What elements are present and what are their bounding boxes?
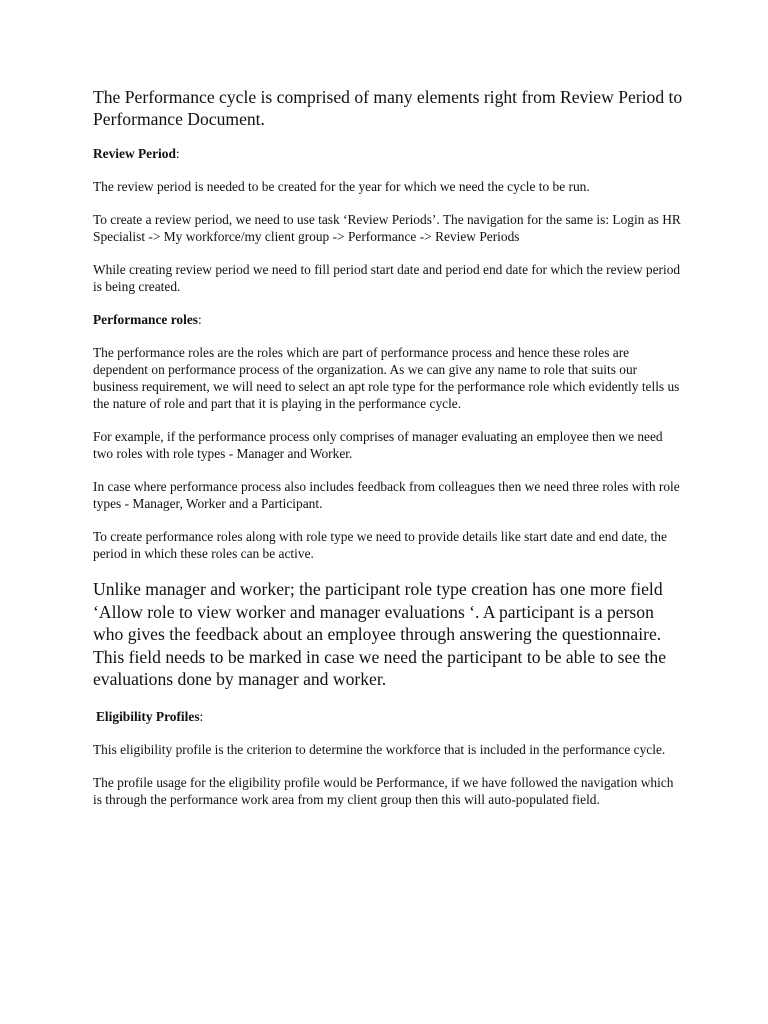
eligibility-profiles-heading-colon: :: [199, 708, 204, 724]
review-period-paragraph-1: The review period is needed to be created for the year for which we need the cycle to be run.: [93, 179, 590, 194]
eligibility-profiles-paragraph-1: This eligibility profile is the criterion to determine the workforce that is included in the performance cycle.: [93, 741, 666, 757]
performance-roles-paragraph-2: For example, if the performance process only comprises of manager evaluating an employee then we need two roles with role types - Manager and Worker.: [93, 429, 663, 461]
performance-roles-paragraph-1: The performance roles are the roles which are part of performance process and hence these roles are dependent on performance process of the organization. As we can give any name to role that suits our business requirement, we will need to select an apt role type for the performance role which evidently tells us the nature of role and part that it is playing in the performance cycle.: [93, 345, 680, 411]
review-period-heading-text: Review Period: [93, 146, 176, 161]
participant-role-paragraph: Unlike manager and worker; the participant role type creation has one more field ‘Allow role to view worker and manager evaluations ‘. A participant is a person who gives the feedback about an employee through answering the questionnaire. This field needs to be marked in case we need the participant to be able to see the evaluations done by manager and worker.: [93, 579, 667, 690]
performance-roles-heading-text: Performance roles: [93, 312, 198, 327]
performance-roles-heading: [93, 311, 683, 328]
performance-roles-paragraph-3: In case where performance process also includes feedback from colleagues then we need three roles with role types - Manager, Worker and a Participant.: [93, 479, 680, 511]
eligibility-profiles-heading: [93, 708, 683, 725]
eligibility-profiles-heading-text: Eligibility Profiles: [96, 708, 200, 724]
review-period-heading-colon: :: [175, 146, 180, 161]
performance-roles-paragraph-4: To create performance roles along with role type we need to provide details like start date and end date, the period in which these roles can be active.: [93, 529, 667, 561]
review-period-paragraph-3: While creating review period we need to fill period start date and period end date for which the review period is being created.: [93, 262, 681, 294]
intro-paragraph: The Performance cycle is comprised of many elements right from Review Period to Performance Document.: [93, 87, 683, 129]
performance-roles-heading-colon: :: [197, 312, 202, 327]
review-period-paragraph-2: To create a review period, we need to use task ‘Review Periods’. The navigation for the same is: Login as HR Specialist -> My workforce/my client group -> Performance -> Review Periods: [93, 212, 681, 244]
review-period-heading: [93, 145, 683, 162]
eligibility-profiles-paragraph-2: The profile usage for the eligibility profile would be Performance, if we have followed the navigation which is through the performance work area from my client group then this will auto-populated field.: [93, 774, 674, 807]
document-page: [93, 86, 683, 824]
